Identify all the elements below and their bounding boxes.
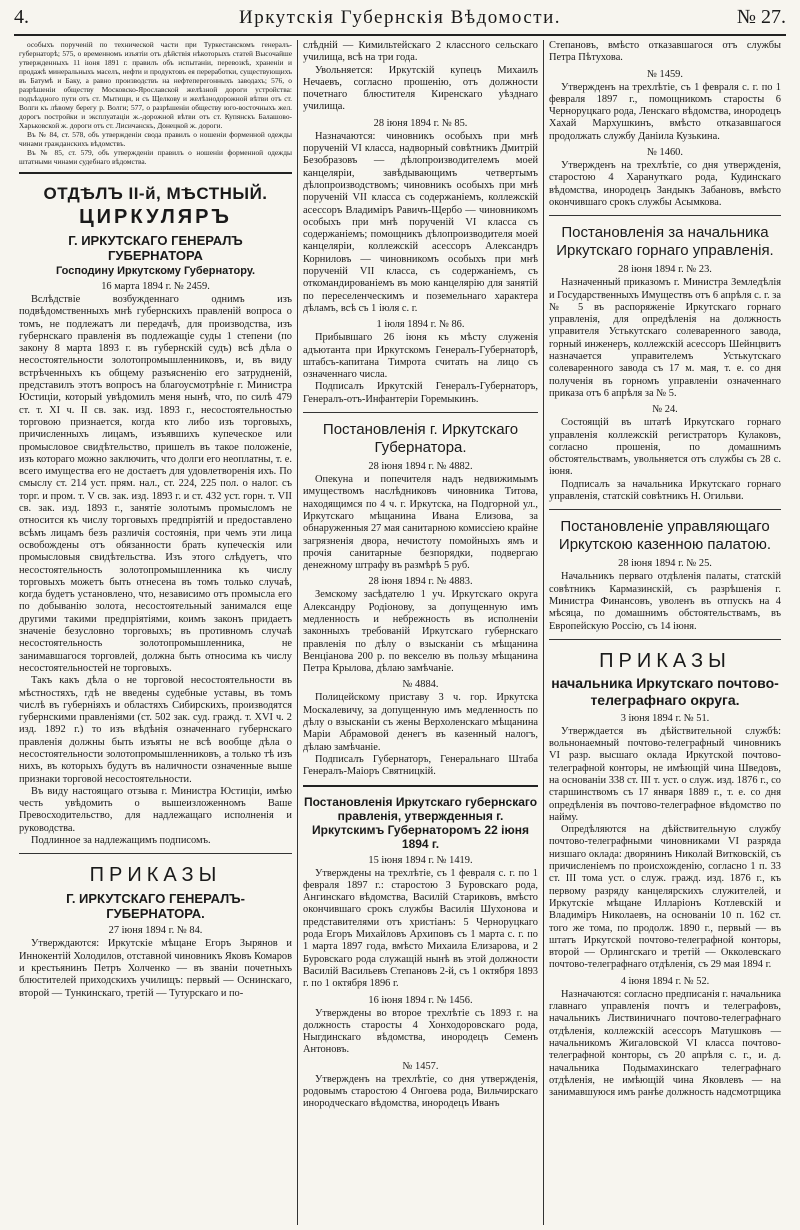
resolution-number: № 24. [652,404,678,416]
intro-text-2: Въ № 84, ст. 578, объ утвержденіи свода правилъ о ношеніи форменной одежды чинами гражданскихъ вѣдомствъ. [19,130,292,148]
order-paragraph: Увольняется: Иркутскій купецъ Михаилъ Нечаевъ, согласно прошенію, отъ должности почетнаго блюстителя Киренскаго уѣзднаго училища. [303,64,538,113]
page-header [14,6,786,36]
column-3 [543,40,786,1225]
resolution-paragraph: Степановъ, вмѣсто отказавшагося отъ службы Петра Пѣтухова. [549,40,781,64]
resolution-paragraph: Состоящій въ штатѣ Иркутскаго горнаго управленія коллежскій регистраторъ Кулаковъ, согласно прошенія, по домашнимъ обстоятельствамъ, увольняется отъ службы съ 28 с. іюня. [549,417,781,478]
resolution-paragraph: Назначенный приказомъ г. Министра Земледѣлія и Государственныхъ Имуществъ отъ 6 апрѣля с. г. за № 5 въ распоряженіе Иркутскаго горнаго управленія, для опредѣленія на должность управителя Устькутскаго солеваренного завода, горный инженеръ, коллежскій асессоръ Шейнцвитъ назначается управителемъ Устькутскаго солеваренного завода съ 17 м. мая, т. е. со дня полученія въ горномъ управленіи означеннаго приказа отъ 6 апрѣля за № 5. [549,277,781,399]
order-paragraph: слѣдній — Кимильтейскаго 2 классного сельскаго училища, всѣ на три года. [303,40,538,64]
newspaper-title: Иркутскія Губернскія Вѣдомости. [238,7,562,28]
order-date: 27 іюня 1894 г. № 84. [108,925,203,937]
divider [549,215,781,216]
resolution-paragraph: Полицейскому приставу 3 ч. гор. Иркутска Москалевичу, за допущенную имъ медленность по дѣлу о взысканіи съ жены Верхоленскаго мѣщанина Маріи Абрамовой денегъ въ казенный налогъ, дѣлаю замѣчаніе. [303,692,538,753]
resolution-date: 28 іюня 1894 г. № 4882. [368,461,473,473]
divider [19,172,292,174]
resolution-paragraph: Земскому засѣдателю 1 уч. Иркутскаго округа Александру Родіонову, за допущенную имъ медленность и небрежность въ исполненіи законныхъ требованій Иркутскаго губернскаго правленія по дѣлу о взысканіи съ мѣщанина Венціанова 200 р. по векселю въ пользу мѣщанина Петра Крылова, дѣлаю замѣчаніе. [303,589,538,675]
resolution-date: 16 іюня 1894 г. № 1456. [368,994,473,1006]
divider [303,785,538,787]
resolution-number: № 4884. [402,679,439,691]
circular-signature: Подлинное за надлежащимъ подписомъ. [31,835,211,847]
mining-resolutions-heading: Постановленія за начальника Иркутскаго горнаго управленія. [556,224,774,260]
page-number: 4. [14,6,29,28]
circular-paragraph: Вслѣдствіе возбужденнаго однимъ изъ подвѣдомственныхъ мнѣ губернскихъ правленій вопроса о томъ, не подлежатъ ли передачѣ, для производства, изъ губернскаго правленія въ подлежащіе суды 1 степени (по закону 8 марта 1893 г. въ губернскій судъ) всѣ дѣла о несостоятельности золотопромышленниковъ, и, въ виду встрѣченныхъ къ общему разъясненію его затрудненій, представилъ этотъ вопросъ на благоусмотрѣніе г. Министра Юстиціи, который увѣдомилъ меня нынѣ, что, по силѣ 479 ст. т. XI ч. II св. зак. изд. 1893 г., несостоятельностью торговою признается, когда кто либо изъ торговыхъ, причисленныхъ лицамъ, изъявшихъ купеческое или промысловое свидѣтельство, пришелъ въ такое положеніе, изъ котораго можно заключить, что долги его неоплатны, т. е. всего имущества его не достаетъ для удовлетворенія ихъ. По смыслу ст. 214 уст. прям. нал., ст. 224, 225 пол. о налог. съ торг. и пром. т. V св. зак. изд. 1893 г. и ст. 432 уст. горн. т. VII св. зак. изд. 1893 г., занятіе золотымъ промысломъ не относится къ числу торговыхъ предпріятій и предоставлено всѣмъ лицамъ безъ различія состоянія, при чемъ эти лица освобождены отъ обязанности брать купеческія или промысловыя свидѣтельства. Изъ этого слѣдуетъ, что несостоятельность золотопромышленника къ числу торговыхъ можетъ быть отнесена въ томъ только случаѣ, когда будетъ установлено, что, независимо отъ промысла его по добыванію золота, несостоятельный занимался еще другими такими предпріятіями, коимъ законъ придаетъ значеніе безусловно торговыхъ; въ противномъ случаѣ несостоятельность золотопромышленника, не занимавшагося торговлей, должна быть относима къ числу несостоятельностей не торговыхъ. [19,294,292,674]
resolution-signature: Подписалъ за начальника Иркутскаго горнаго управленія, статскій совѣтникъ Н. Огильви. [549,478,781,503]
columns [14,40,786,1225]
order-paragraph: Назначаются: согласно предписанія г. начальника главнаго управленія почтъ и телеграфовъ, начальникъ Листвиничнаго почтово-телеграфнаго отдѣленія, коллежскій асессоръ Матушковъ — начальникомъ Жигаловской VI класса почтово-телеграфной конторы, съ 20 апрѣля с. г., и. д. начальника Подымахинскаго телеграфнаго отдѣленія, не имѣющій чина Яковлевъ — на занимавшуюся имъ ранѣе должность надсмотрщика [549,988,781,1099]
column-1 [14,40,297,1225]
order-paragraph: Назначаются: чиновникъ особыхъ при мнѣ порученій VI класса, надворный совѣтникъ Дмитрій Безобразовъ — дѣлопроизводителемъ моей канцеляріи, завѣдывающимъ четвертымъ дѣлопроизводствомъ; чиновникъ особыхъ при мнѣ порученій VII класса съ содержаніемъ, коллежскій асессоръ Владиміръ Равичъ-Щербо — чиновникомъ особыхъ при мнѣ порученій VI класса съ содержаніемъ; помощникъ дѣлопроизводителя моей канцеляріи, коллежскій асессоръ Александръ Корниловъ — чиновникомъ особыхъ при мнѣ порученій VII класса, съ содержаніемъ, съ откомандированіемъ въ мою канцелярію для занятій по переселенческимъ и поземельнаго характера дѣламъ, всѣ съ 1 іюля с. г. [303,130,538,314]
order-paragraph: Опредѣляются на дѣйствительную службу почтово-телеграфными чиновниками VI разряда низшаго оклада: дворянинъ Николай Витковскій, съ причисленіемъ по происхожденію, согласно 1 п. 33 ст. III тома уст. о служ. гражд. изд. 1876 г., къ первому разряду канцелярскихъ служителей, и Иркутскіе мѣщане Илларіонъ Котлевскій и Владиміръ Николаевъ, на основаніи 10 п. 162 ст. того же тома, по продолж. 1890 г., первый — въ штатъ Иркутской почтово-телеграфной конторы, второй — Орлингскаго и третій — Окколевскаго почтово-телеграфнаго отдѣленія, съ 29 мая 1894 г. [549,824,781,971]
intro-text-3: Въ № 85, ст. 579, объ утвержденіи правилъ о ношеніи форменной одежды штатными чинами судебнаго вѣдомства. [19,148,292,166]
circular-date: 16 марта 1894 г. № 2459. [101,281,210,292]
resolution-number: № 1460. [647,147,683,159]
resolution-number: № 1457. [402,1060,439,1072]
order-date: 3 іюня 1894 г. № 51. [620,712,710,724]
circular-paragraph: Въ виду настоящаго отзыва г. Министра Юстиціи, имѣю честь увѣдомить о вышеизложенномъ Ваше Превосходительство, для надлежащаго исполненія и руководства. [19,785,292,834]
resolution-date: 15 іюня 1894 г. № 1419. [368,854,473,866]
orders-author: Г. ИРКУТСКАГО ГЕНЕРАЛЪ-ГУБЕРНАТОРА. [66,891,245,922]
orders-heading: ПРИКАЗЫ [599,649,731,672]
governor-resolutions-heading: Постановленія г. Иркутскаго Губернатора. [322,421,519,457]
resolution-paragraph: Опекуна и попечителя надъ недвижимымъ имуществомъ наслѣдниковъ чиновника Титова, находящимся по 4 ч. г. Иркутска, на Подгорной ул., Иркутскаго мѣщанина Ивана Елизова, за обнаруженныя 27 мая санитарною комиссіею крайне загрязненія двора, нечистоту помойныхъ ямъ и прочія санитарные безпорядки, подвергаю денежному штрафу въ размѣрѣ 5 руб. [303,474,538,572]
orders-heading: ПРИКАЗЫ [89,864,222,887]
issue-number: № 27. [736,6,786,28]
resolution-date: 28 іюня 1894 г. № 23. [618,264,712,276]
order-date: 1 іюля 1894 г. № 86. [376,319,465,331]
resolution-number: № 1459. [647,68,683,80]
circular-author: Г. ИРКУТСКАГО ГЕНЕРАЛЪ ГУБЕРНАТОРА [68,233,243,263]
treasury-resolution-heading: Постановленіе управляющаго Иркутскою казенною палатою. [558,518,772,554]
postal-orders-author: начальника Иркутскаго почтово-телеграфнаго округа. [551,674,779,708]
resolution-paragraph: Утвержденъ на трехлѣтіе, со дня утвержденія, старостою 4 Харануткаго рода, Кудинскаго вѣдомства, инородецъ Зандыкъ Забановъ, вмѣсто окончившаго срокъ службы Асымкова. [549,160,781,208]
order-date: 4 іюня 1894 г. № 52. [620,975,710,987]
divider [549,639,781,640]
resolution-paragraph: Начальникъ перваго отдѣленія палаты, статскій совѣтникъ Кармазинскій, съ разрѣшенія г. Министра Финансовъ, уволенъ въ отпускъ на 4 мѣсяца, по домашнимъ обстоятельствамъ, въ Европейскую Россію, съ 14 іюня. [549,571,781,632]
order-date: 28 іюня 1894 г. № 85. [373,117,468,129]
circular-paragraph: Такъ какъ дѣла о не торговой несостоятельности въ мѣстностяхъ, гдѣ не введены судебные уставы, въ томъ числѣ въ губерніяхъ и областяхъ Сибирскихъ, производятся губернскими правленіями (ст. 502 зак. суд. гражд. т. XVI ч. 2 изд. 1892 г.) то изъ вѣдѣнія означеннаго губернскаго правленія должны быть изъяты не всѣ вообще дѣла о несостоятельности золотопромышленниковъ, а только тѣ изъ нихъ, въ которыхъ будутъ въ наличности означенные выше признаки торговой несостоятельности. [19,675,292,785]
divider [19,853,292,854]
circular-heading: ЦИРКУЛЯРЪ [79,206,232,228]
order-paragraph: Утверждаются: Иркутскіе мѣщане Егоръ Зырянов и Иннокентій Холодилов, отставной чиновникъ Яковъ Комаров и крестьянинъ Петръ Холченко — въ званіи почетныхъ блюстителей приходскихъ училищъ: первый — Оснинскаго, второй — Тункинскаго, третій — Тутурскаго и по- [19,938,292,999]
resolution-paragraph: Утвержденъ на трехлѣтіе, съ 1 февраля с. г. по 1 февраля 1897 г., помощникомъ старосты 6 Черноруцкаго рода, Ленскаго вѣдомства, инородецъ Хахай Мархушкинъ, вмѣсто отказавшагося продолжать службу Даніила Кузькина. [549,81,781,142]
divider [549,509,781,510]
circular-addressee: Господину Иркутскому Губернатору. [55,265,256,277]
divider [303,412,538,413]
resolution-paragraph: Утверждены на трехлѣтіе, съ 1 февраля с. г. по 1 февраля 1897 г.: старостою 3 Буровскаго рода, Ангинскаго вѣдомства, Василій Стариковъ, вмѣсто окончившаго срокъ службы Василія Шухонова и представителями отъ христіанъ: 5 Черноруцкаго рода Егоръ Михайловъ Архиповъ съ 1 марта с. г. по 1 марта 1897 года, вмѣсто Михаила Елизарова, и 2 Буровскаго рода служащій нынѣ въ этой должности Василій Васильевъ Степановъ 2-й, съ 1 октября 1893 г. по 1 октября 1896 г. [303,867,538,990]
resolution-signature: Подписалъ Губернаторъ, Генеральнаго Штаба Генералъ-Маіоръ Святницкій. [303,753,538,778]
board-resolutions-heading: Постановленія Иркутскаго губернскаго правленія, утвержденныя г. Иркутскимъ Губернаторомъ 22 іюня 1894 г. [303,794,538,851]
resolution-date: 28 іюня 1894 г. № 4883. [368,576,473,588]
order-paragraph: Прибывшаго 26 іюня къ мѣсту служенія адъютанта при Иркутскомъ Генералъ-Губернаторѣ, штабсъ-капитана Тимрота считать на лицо съ означеннаго числа. [303,332,538,381]
order-signature: Подписалъ Иркутскій Генералъ-Губернаторъ, Генералъ-отъ-Инфантеріи Горемыкинъ. [303,381,538,405]
resolution-date: 28 іюня 1894 г. № 25. [618,558,712,570]
intro-text: особыхъ порученій по технической части при Туркестанскомъ генералъ-губернаторѣ; 575, о временномъ изъятіи отъ дѣйствія нѣкоторыхъ статей Высочайше утвержденныхъ 11 іюня 1891 г. правилъ объ испытаніи, перевозкѣ, храненіи и продажѣ минеральныхъ маселъ, нефти и продуктовъ ея переработки, существующихъ въ Батумѣ и Баку, а равно производствъ на нефтеперегонныхъ заводахъ; 576, о разрѣшеніи обществу Московско-Ярославской желѣзной дороги устройства: подъѣздного пути отъ ст. Мытищи, и съ Щелкову и желѣзнодорожной вѣтви отъ ст. Волги къ лѣвому берегу р. Волги; 577, о разрѣшеніи обществу юго-восточныхъ жел. дорогъ постройки и эксплуатаціи ж.-дорожной вѣтви отъ ст. Купянскъ Балашово-Харьковской ж. дороги отъ ст. Лисичанскъ, Донецкой ж. дороги. [19,40,292,130]
order-paragraph: Утверждается въ дѣйствительной службѣ: вольнонаемный почтово-телеграфный чиновникъ VI разр. высшаго оклада Иркутской почтово-телеграфной конторы, не имѣющій чина Шведовъ, на основаніи 338 ст. III т. уст. о служ. изд. 1876 г., со старшинствомъ съ 17 января 1889 г., т. е. со дня опредѣленія въ почтово-телеграфное вѣдомство по найму. [549,725,781,823]
resolution-paragraph: Утвержденъ на трехлѣтіе, со дня утвержденія, родовымъ старостою 4 Онгоева рода, Вильчирскаго инородческаго вѣдомства, инородецъ Иванъ [303,1073,538,1110]
column-2 [297,40,543,1225]
section-title: ОТДѢЛЪ II-й, МѢСТНЫЙ. [43,184,268,203]
resolution-paragraph: Утверждены во второе трехлѣтіе съ 1893 г. на должность старосты 4 Хонходоровскаго рода, Ныгдинскаго вѣдомства, инородецъ Семенъ Антоновъ. [303,1007,538,1056]
